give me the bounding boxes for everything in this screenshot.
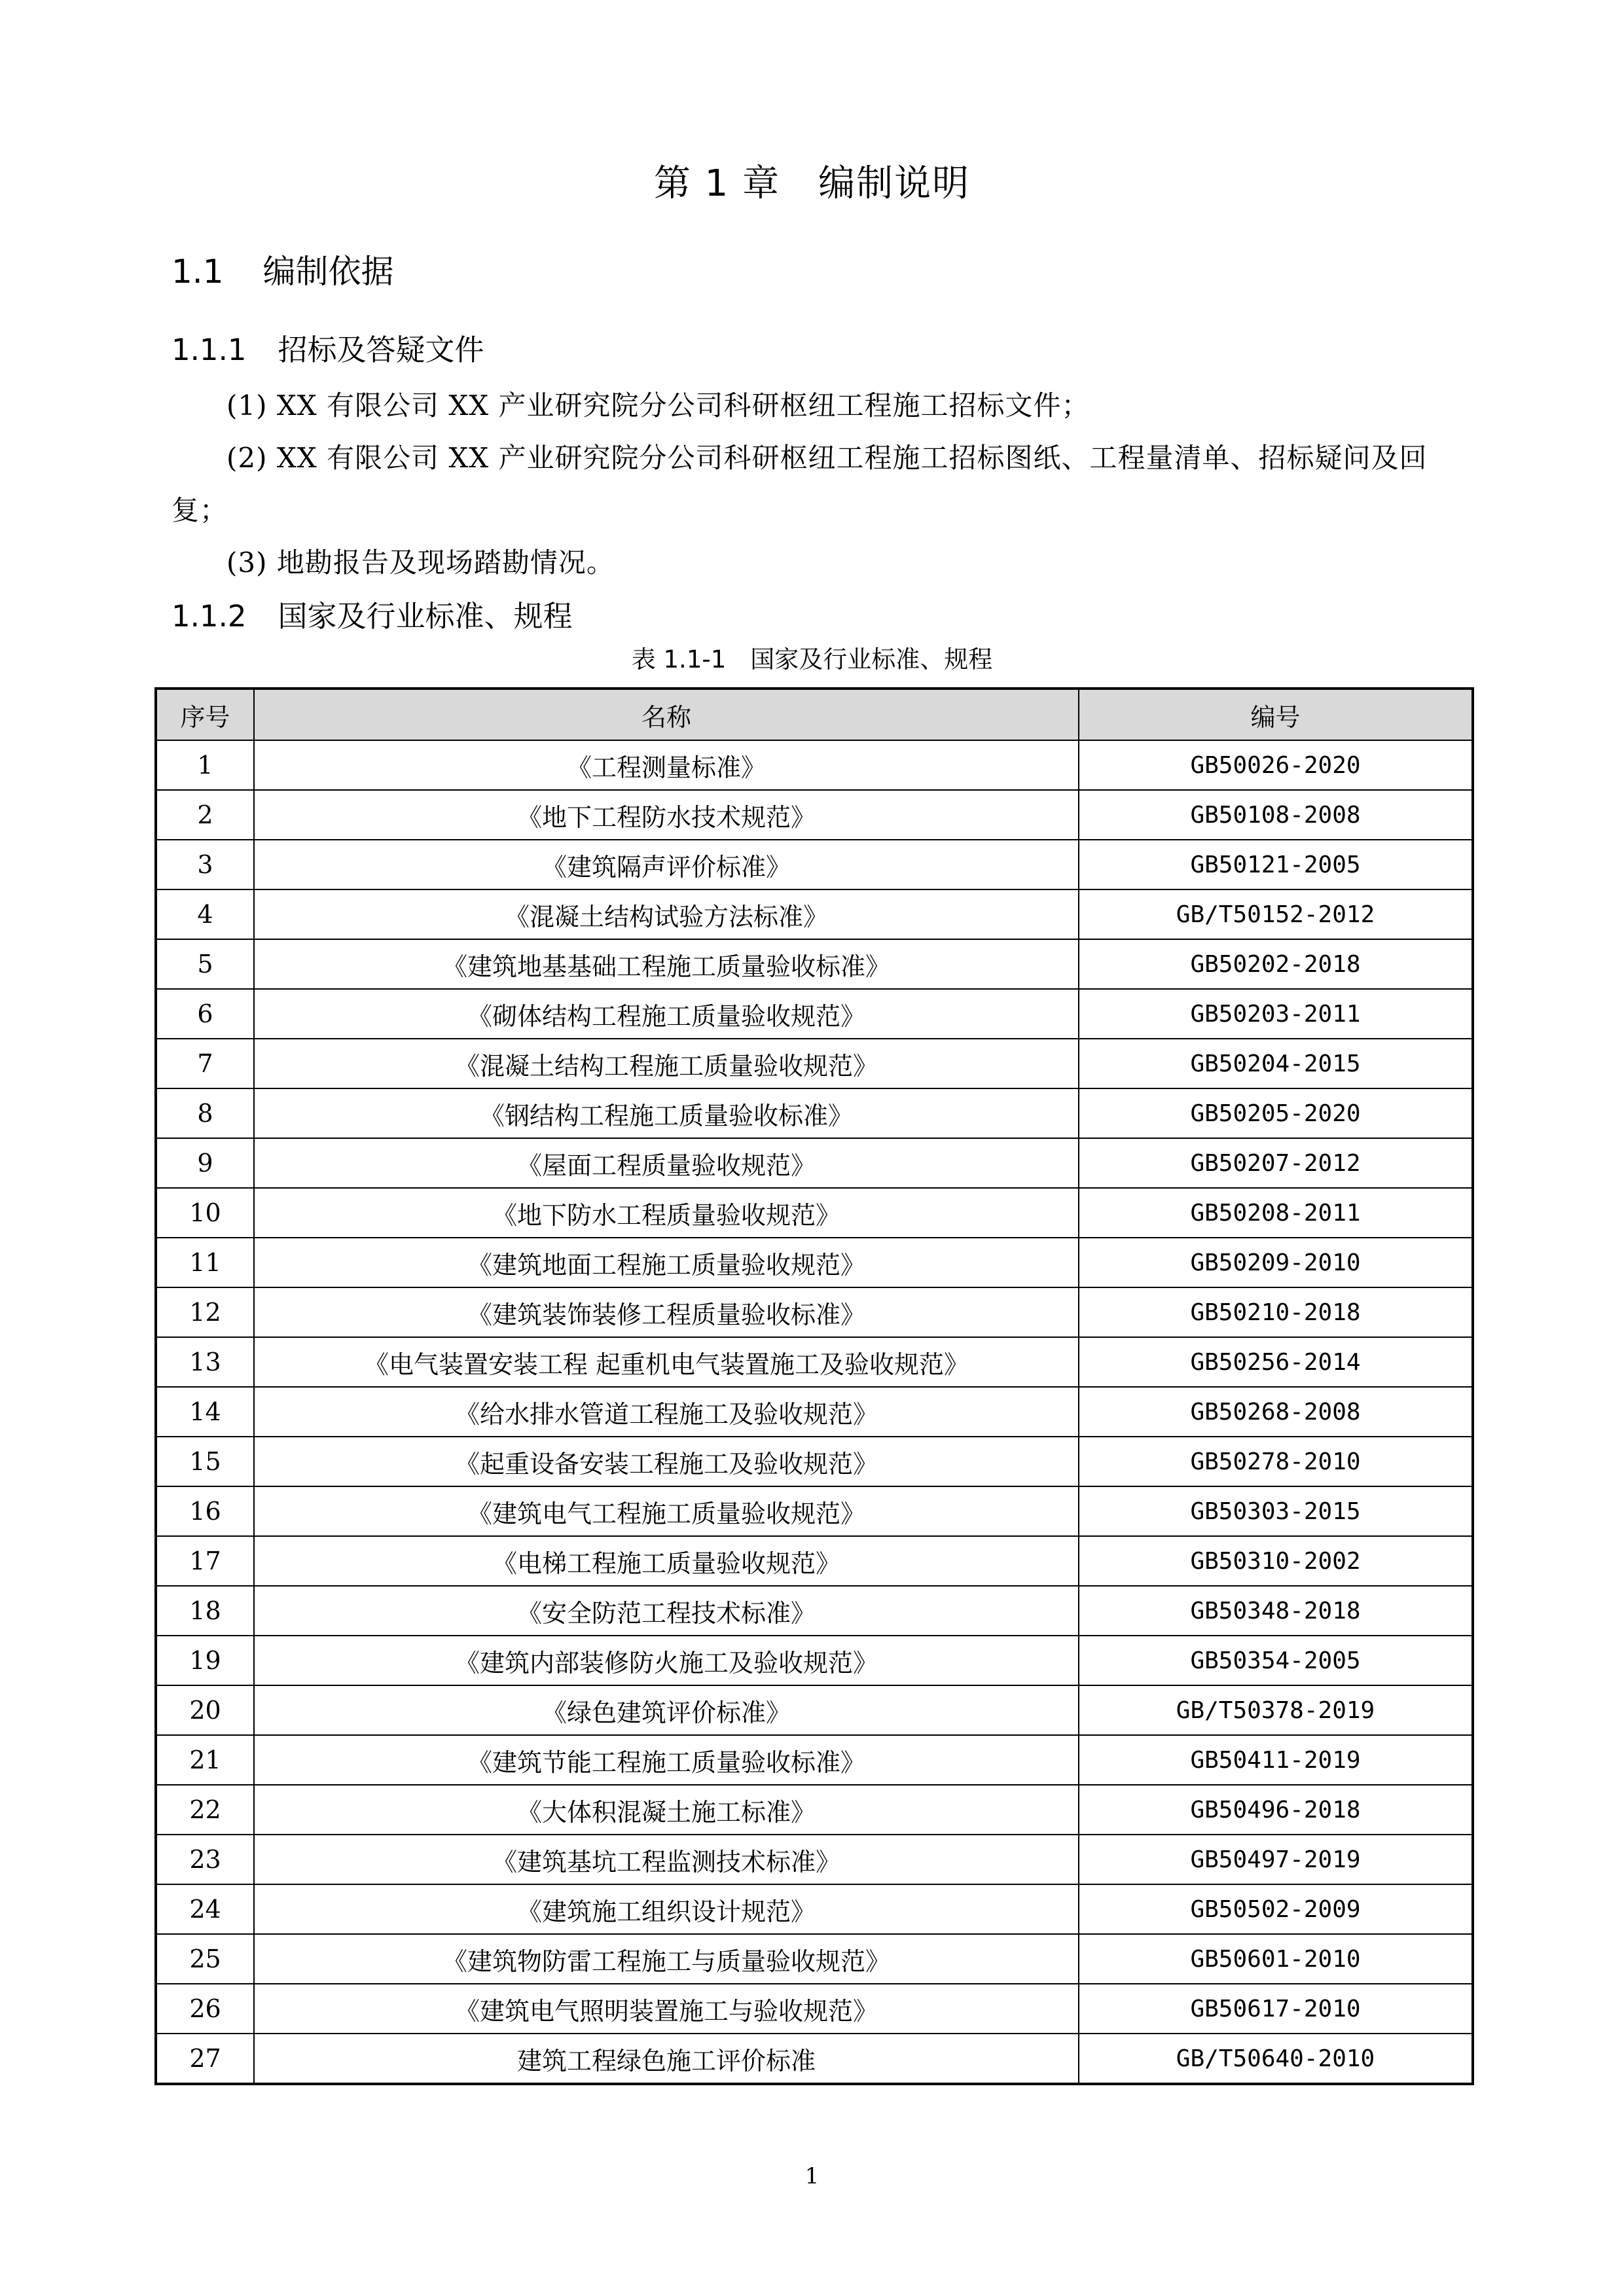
table-row (156, 1934, 1473, 1984)
table-row (156, 1884, 1473, 1934)
row-index: 7 (156, 1039, 254, 1088)
row-name: 《起重设备安装工程施工及验收规范》 (254, 1437, 1079, 1486)
row-code: GB50208-2011 (1079, 1188, 1473, 1238)
row-code: GB50268-2008 (1079, 1387, 1473, 1437)
table-row (156, 1486, 1473, 1536)
row-name: 《地下工程防水技术规范》 (254, 790, 1079, 840)
table-caption: 表 1.1-1 国家及行业标准、规程 (631, 645, 993, 673)
row-name: 《建筑节能工程施工质量验收标准》 (254, 1735, 1079, 1785)
row-code: GB50303-2015 (1079, 1486, 1473, 1536)
row-name: 《给水排水管道工程施工及验收规范》 (254, 1387, 1079, 1437)
table-row (156, 1337, 1473, 1387)
row-index: 23 (156, 1835, 254, 1884)
row-code: GB50348-2018 (1079, 1586, 1473, 1636)
row-code: GB50601-2010 (1079, 1934, 1473, 1984)
row-code: GB50496-2018 (1079, 1785, 1473, 1835)
row-code: GB50278-2010 (1079, 1437, 1473, 1486)
row-index: 26 (156, 1984, 254, 2034)
row-index: 9 (156, 1138, 254, 1188)
row-index: 15 (156, 1437, 254, 1486)
table-row (156, 1785, 1473, 1835)
row-name: 《砌体结构工程施工质量验收规范》 (254, 989, 1079, 1039)
subsection-number: 1.1.1 (171, 332, 247, 367)
row-code: GB50502-2009 (1079, 1884, 1473, 1934)
table-row (156, 840, 1473, 889)
paragraph-item-3: (3) 地勘报告及现场踏勘情况。 (226, 547, 615, 579)
row-code: GB/T50378-2019 (1079, 1685, 1473, 1735)
table-row (156, 939, 1473, 989)
header-code: 编号 (1079, 689, 1473, 740)
row-name: 《绿色建筑评价标准》 (254, 1685, 1079, 1735)
row-index: 5 (156, 939, 254, 989)
row-index: 20 (156, 1685, 254, 1735)
row-index: 19 (156, 1636, 254, 1685)
row-index: 3 (156, 840, 254, 889)
row-name: 《建筑基坑工程监测技术标准》 (254, 1835, 1079, 1884)
row-index: 12 (156, 1287, 254, 1337)
row-code: GB50121-2005 (1079, 840, 1473, 889)
table-row (156, 1636, 1473, 1685)
table-row (156, 1735, 1473, 1785)
row-code: GB50497-2019 (1079, 1835, 1473, 1884)
row-code: GB50617-2010 (1079, 1984, 1473, 2034)
row-index: 27 (156, 2034, 254, 2084)
row-index: 11 (156, 1238, 254, 1287)
row-name: 《大体积混凝土施工标准》 (254, 1785, 1079, 1835)
row-index: 1 (156, 740, 254, 790)
row-index: 8 (156, 1088, 254, 1138)
row-name: 建筑工程绿色施工评价标准 (254, 2034, 1079, 2084)
table-row (156, 1835, 1473, 1884)
table-row (156, 1138, 1473, 1188)
table-row (156, 1238, 1473, 1287)
subsection-heading-1 (171, 327, 484, 373)
row-code: GB50411-2019 (1079, 1735, 1473, 1785)
row-index: 21 (156, 1735, 254, 1785)
row-name: 《建筑施工组织设计规范》 (254, 1884, 1079, 1934)
row-name: 《安全防范工程技术标准》 (254, 1586, 1079, 1636)
subsection-title: 国家及行业标准、规程 (278, 599, 573, 634)
row-name: 《工程测量标准》 (254, 740, 1079, 790)
row-code: GB50205-2020 (1079, 1088, 1473, 1138)
table-row (156, 1039, 1473, 1088)
paragraph-item-2: (2) XX 有限公司 XX 产业研究院分公司科研枢纽工程施工招标图纸、工程量清单、招标疑问及回复； (171, 442, 1428, 526)
row-code: GB50108-2008 (1079, 790, 1473, 840)
subsection-number: 1.1.2 (171, 599, 247, 634)
row-name: 《建筑装饰装修工程质量验收标准》 (254, 1287, 1079, 1337)
row-index: 16 (156, 1486, 254, 1536)
paragraph-item-1: (1) XX 有限公司 XX 产业研究院分公司科研枢纽工程施工招标文件； (226, 389, 1090, 422)
row-code: GB50210-2018 (1079, 1287, 1473, 1337)
row-index: 2 (156, 790, 254, 840)
row-name: 《建筑内部装修防火施工及验收规范》 (254, 1636, 1079, 1685)
subsection-title: 招标及答疑文件 (278, 332, 484, 367)
table-row (156, 740, 1473, 790)
table-row (156, 1437, 1473, 1486)
row-name: 《建筑电气工程施工质量验收规范》 (254, 1486, 1079, 1536)
subsection-heading-2 (171, 594, 573, 639)
row-code: GB50204-2015 (1079, 1039, 1473, 1088)
header-index: 序号 (156, 689, 254, 740)
row-code: GB50354-2005 (1079, 1636, 1473, 1685)
page-number: 1 (804, 2163, 820, 2189)
row-name: 《地下防水工程质量验收规范》 (254, 1188, 1079, 1238)
row-name: 《电梯工程施工质量验收规范》 (254, 1536, 1079, 1586)
row-name: 《钢结构工程施工质量验收标准》 (254, 1088, 1079, 1138)
row-name: 《电气装置安装工程 起重机电气装置施工及验收规范》 (254, 1337, 1079, 1387)
row-index: 22 (156, 1785, 254, 1835)
table-row (156, 989, 1473, 1039)
table-row (156, 1287, 1473, 1337)
chapter-title: 第 1 章 编制说明 (653, 162, 971, 205)
table-row (156, 1188, 1473, 1238)
row-name: 《建筑电气照明装置施工与验收规范》 (254, 1984, 1079, 2034)
row-name: 《屋面工程质量验收规范》 (254, 1138, 1079, 1188)
row-code: GB50207-2012 (1079, 1138, 1473, 1188)
table-row (156, 1685, 1473, 1735)
row-name: 《建筑地面工程施工质量验收规范》 (254, 1238, 1079, 1287)
table-row (156, 790, 1473, 840)
table-row (156, 2034, 1473, 2084)
table-header-row (156, 689, 1473, 740)
table-row (156, 1088, 1473, 1138)
row-name: 《建筑地基基础工程施工质量验收标准》 (254, 939, 1079, 989)
section-number: 1.1 (171, 253, 224, 291)
table-row (156, 1536, 1473, 1586)
row-code: GB/T50152-2012 (1079, 889, 1473, 939)
row-name: 《建筑物防雷工程施工与质量验收规范》 (254, 1934, 1079, 1984)
row-code: GB50209-2010 (1079, 1238, 1473, 1287)
section-title: 编制依据 (262, 253, 394, 291)
header-name: 名称 (254, 689, 1079, 740)
row-code: GB50026-2020 (1079, 740, 1473, 790)
row-index: 25 (156, 1934, 254, 1984)
table-row (156, 1586, 1473, 1636)
row-code: GB50203-2011 (1079, 989, 1473, 1039)
row-code: GB50202-2018 (1079, 939, 1473, 989)
table-row (156, 889, 1473, 939)
row-code: GB50256-2014 (1079, 1337, 1473, 1387)
row-index: 14 (156, 1387, 254, 1437)
row-code: GB/T50640-2010 (1079, 2034, 1473, 2084)
row-code: GB50310-2002 (1079, 1536, 1473, 1586)
row-index: 6 (156, 989, 254, 1039)
row-index: 18 (156, 1586, 254, 1636)
row-name: 《混凝土结构工程施工质量验收规范》 (254, 1039, 1079, 1088)
row-index: 4 (156, 889, 254, 939)
table-row (156, 1387, 1473, 1437)
row-name: 《混凝土结构试验方法标准》 (254, 889, 1079, 939)
row-index: 10 (156, 1188, 254, 1238)
table-row (156, 1984, 1473, 2034)
row-index: 13 (156, 1337, 254, 1387)
standards-table (154, 687, 1474, 2085)
section-heading (171, 245, 394, 298)
row-name: 《建筑隔声评价标准》 (254, 840, 1079, 889)
row-index: 17 (156, 1536, 254, 1586)
row-index: 24 (156, 1884, 254, 1934)
